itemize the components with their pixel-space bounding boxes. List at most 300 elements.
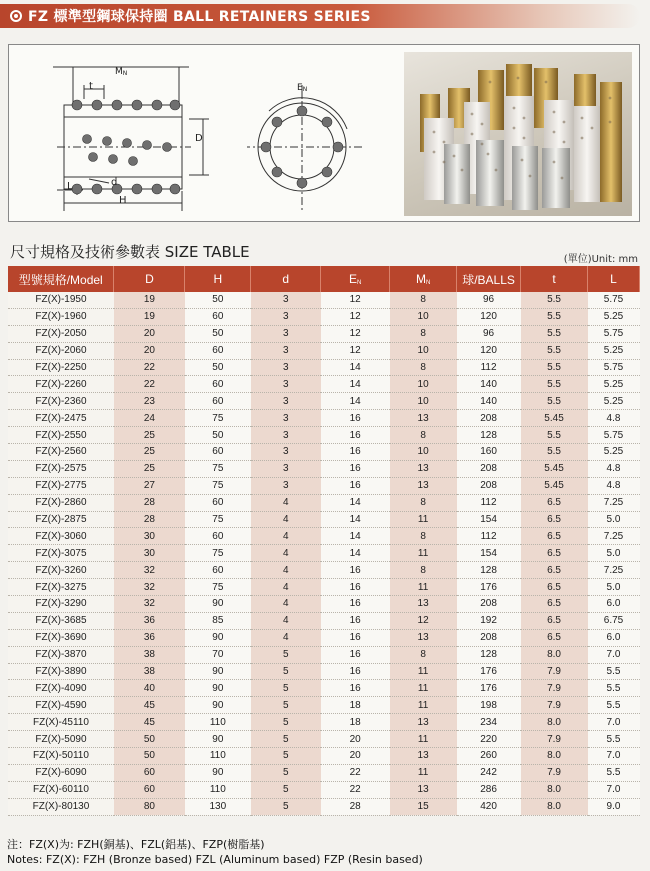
cell-model: FZ(X)-2560 — [8, 444, 114, 461]
table-row — [8, 292, 640, 308]
cell-e: 14 — [321, 511, 390, 528]
table-row — [8, 596, 640, 613]
cell-e: 16 — [321, 460, 390, 477]
cell-model: FZ(X)-4590 — [8, 697, 114, 714]
cell-d-ball: 5 — [251, 798, 321, 815]
table-row — [8, 798, 640, 815]
cell-model: FZ(X)-6090 — [8, 764, 114, 781]
cell-d-outer: 36 — [114, 612, 185, 629]
cell-model: FZ(X)-2360 — [8, 393, 114, 410]
cell-l: 7.0 — [588, 646, 640, 663]
cell-d-outer: 60 — [114, 781, 185, 798]
cell-d-ball: 4 — [251, 545, 321, 562]
cell-t: 5.45 — [521, 477, 588, 494]
cell-d-outer: 20 — [114, 342, 185, 359]
cell-model: FZ(X)-1960 — [8, 308, 114, 325]
cell-m: 10 — [390, 308, 457, 325]
cell-t: 5.5 — [521, 342, 588, 359]
cell-t: 6.5 — [521, 562, 588, 579]
cell-d-ball: 5 — [251, 697, 321, 714]
cell-balls: 208 — [457, 629, 521, 646]
cell-d-outer: 50 — [114, 748, 185, 765]
cell-h: 60 — [185, 376, 251, 393]
cell-h: 90 — [185, 731, 251, 748]
cell-d-ball: 5 — [251, 731, 321, 748]
cell-l: 9.0 — [588, 798, 640, 815]
cell-e: 18 — [321, 714, 390, 731]
cell-e: 22 — [321, 781, 390, 798]
table-row — [8, 545, 640, 562]
table-row — [8, 460, 640, 477]
cell-d-ball: 5 — [251, 764, 321, 781]
cell-model: FZ(X)-3075 — [8, 545, 114, 562]
cell-h: 75 — [185, 511, 251, 528]
cell-t: 8.0 — [521, 714, 588, 731]
cell-m: 10 — [390, 376, 457, 393]
cell-h: 60 — [185, 562, 251, 579]
cell-e: 12 — [321, 308, 390, 325]
cell-model: FZ(X)-1950 — [8, 292, 114, 308]
cell-d-outer: 19 — [114, 292, 185, 308]
label-h: H — [119, 195, 127, 206]
cell-h: 75 — [185, 579, 251, 596]
cell-d-outer: 38 — [114, 663, 185, 680]
cell-d-ball: 3 — [251, 393, 321, 410]
cell-model: FZ(X)-80130 — [8, 798, 114, 815]
ball-retainer-photo-illustration — [404, 52, 632, 216]
notes-line-english: Notes: FZ(X): FZH (Bronze based) FZL (Aluminum based) FZP (Resin based) — [7, 853, 423, 866]
cell-d-outer: 25 — [114, 427, 185, 444]
cell-l: 7.0 — [588, 714, 640, 731]
cell-model: FZ(X)-50110 — [8, 748, 114, 765]
cell-t: 8.0 — [521, 748, 588, 765]
cell-m: 10 — [390, 393, 457, 410]
cell-h: 50 — [185, 359, 251, 376]
cell-m: 8 — [390, 359, 457, 376]
cell-d-ball: 3 — [251, 444, 321, 461]
cell-t: 5.5 — [521, 427, 588, 444]
cell-l: 5.25 — [588, 393, 640, 410]
cell-t: 5.5 — [521, 308, 588, 325]
cell-m: 11 — [390, 731, 457, 748]
cell-l: 5.25 — [588, 308, 640, 325]
table-row — [8, 697, 640, 714]
cell-l: 5.0 — [588, 511, 640, 528]
cell-m: 13 — [390, 477, 457, 494]
cell-h: 75 — [185, 460, 251, 477]
cell-h: 60 — [185, 444, 251, 461]
cell-h: 90 — [185, 680, 251, 697]
cell-e: 16 — [321, 427, 390, 444]
table-row — [8, 376, 640, 393]
size-table-title: 尺寸規格及技術參數表 SIZE TABLE — [10, 243, 250, 261]
table-row — [8, 748, 640, 765]
cell-h: 90 — [185, 697, 251, 714]
cell-l: 4.8 — [588, 410, 640, 427]
cell-t: 5.5 — [521, 359, 588, 376]
cell-e: 14 — [321, 545, 390, 562]
cell-balls: 176 — [457, 663, 521, 680]
cell-d-ball: 4 — [251, 511, 321, 528]
cell-h: 85 — [185, 612, 251, 629]
cell-l: 5.75 — [588, 292, 640, 308]
header-l: L — [588, 266, 640, 292]
cell-t: 6.5 — [521, 511, 588, 528]
cell-model: FZ(X)-3290 — [8, 596, 114, 613]
cell-t: 8.0 — [521, 646, 588, 663]
cell-t: 8.0 — [521, 781, 588, 798]
cell-l: 7.25 — [588, 494, 640, 511]
cell-h: 70 — [185, 646, 251, 663]
cell-m: 11 — [390, 579, 457, 596]
cell-t: 5.5 — [521, 292, 588, 308]
cell-t: 7.9 — [521, 697, 588, 714]
cell-m: 11 — [390, 663, 457, 680]
table-row — [8, 562, 640, 579]
cell-d-outer: 27 — [114, 477, 185, 494]
cell-balls: 208 — [457, 596, 521, 613]
cell-e: 22 — [321, 764, 390, 781]
cell-balls: 208 — [457, 477, 521, 494]
header-e: EN — [321, 266, 390, 292]
cell-l: 5.25 — [588, 444, 640, 461]
cell-d-outer: 25 — [114, 444, 185, 461]
cell-d-ball: 4 — [251, 596, 321, 613]
cell-h: 50 — [185, 325, 251, 342]
cell-d-outer: 22 — [114, 359, 185, 376]
cell-t: 5.5 — [521, 393, 588, 410]
cell-d-ball: 4 — [251, 494, 321, 511]
cell-l: 5.25 — [588, 342, 640, 359]
cell-h: 110 — [185, 781, 251, 798]
cell-d-outer: 80 — [114, 798, 185, 815]
cell-h: 75 — [185, 410, 251, 427]
cell-balls: 128 — [457, 646, 521, 663]
cell-e: 16 — [321, 444, 390, 461]
cell-balls: 208 — [457, 460, 521, 477]
cell-e: 16 — [321, 680, 390, 697]
cell-balls: 154 — [457, 511, 521, 528]
cell-e: 14 — [321, 494, 390, 511]
cell-t: 5.45 — [521, 460, 588, 477]
cell-t: 6.5 — [521, 612, 588, 629]
cell-l: 5.75 — [588, 359, 640, 376]
cell-d-ball: 3 — [251, 342, 321, 359]
cell-balls: 120 — [457, 308, 521, 325]
cell-balls: 140 — [457, 376, 521, 393]
cell-l: 5.5 — [588, 680, 640, 697]
cell-m: 13 — [390, 748, 457, 765]
cell-balls: 234 — [457, 714, 521, 731]
cell-model: FZ(X)-60110 — [8, 781, 114, 798]
cell-e: 16 — [321, 629, 390, 646]
cell-d-outer: 38 — [114, 646, 185, 663]
cell-balls: 242 — [457, 764, 521, 781]
cell-l: 5.5 — [588, 663, 640, 680]
cell-model: FZ(X)-3890 — [8, 663, 114, 680]
cell-l: 5.25 — [588, 376, 640, 393]
table-row — [8, 325, 640, 342]
label-e: EN — [297, 83, 308, 93]
cell-t: 6.5 — [521, 596, 588, 613]
cell-m: 8 — [390, 646, 457, 663]
cell-h: 50 — [185, 292, 251, 308]
cell-d-ball: 3 — [251, 410, 321, 427]
header-h: H — [185, 266, 251, 292]
cell-e: 12 — [321, 342, 390, 359]
cell-model: FZ(X)-2060 — [8, 342, 114, 359]
cell-balls: 112 — [457, 494, 521, 511]
cell-l: 7.0 — [588, 748, 640, 765]
table-row — [8, 444, 640, 461]
cell-d-ball: 3 — [251, 427, 321, 444]
cell-l: 5.5 — [588, 731, 640, 748]
label-m: MN — [115, 67, 128, 77]
table-row — [8, 629, 640, 646]
cell-t: 6.5 — [521, 494, 588, 511]
cell-e: 16 — [321, 596, 390, 613]
cell-l: 6.0 — [588, 629, 640, 646]
cell-l: 5.5 — [588, 697, 640, 714]
label-d-upper: D — [195, 133, 203, 144]
cell-m: 10 — [390, 342, 457, 359]
cell-d-ball: 5 — [251, 646, 321, 663]
cell-d-ball: 5 — [251, 748, 321, 765]
cell-balls: 208 — [457, 410, 521, 427]
cell-d-ball: 5 — [251, 680, 321, 697]
cell-m: 11 — [390, 545, 457, 562]
cell-balls: 120 — [457, 342, 521, 359]
cell-l: 7.25 — [588, 562, 640, 579]
cell-h: 90 — [185, 596, 251, 613]
cell-h: 130 — [185, 798, 251, 815]
header-d-ball: d — [251, 266, 321, 292]
cell-d-outer: 19 — [114, 308, 185, 325]
cell-t: 7.9 — [521, 731, 588, 748]
cell-model: FZ(X)-3685 — [8, 612, 114, 629]
cell-d-ball: 5 — [251, 781, 321, 798]
cell-t: 8.0 — [521, 798, 588, 815]
cell-balls: 154 — [457, 545, 521, 562]
cell-t: 5.5 — [521, 325, 588, 342]
cell-t: 5.5 — [521, 444, 588, 461]
cell-balls: 160 — [457, 444, 521, 461]
cell-m: 11 — [390, 764, 457, 781]
cell-m: 13 — [390, 714, 457, 731]
table-row — [8, 393, 640, 410]
cell-t: 7.9 — [521, 764, 588, 781]
unit-label: (單位)Unit: mm — [563, 254, 638, 265]
cell-l: 4.8 — [588, 477, 640, 494]
cell-m: 8 — [390, 427, 457, 444]
cell-balls: 96 — [457, 292, 521, 308]
cell-e: 20 — [321, 731, 390, 748]
page-title: FZ 標準型鋼球保持圈 BALL RETAINERS SERIES — [28, 9, 371, 25]
cell-balls: 198 — [457, 697, 521, 714]
header-m: MN — [390, 266, 457, 292]
label-t: t — [89, 81, 93, 92]
cell-model: FZ(X)-2250 — [8, 359, 114, 376]
cell-d-outer: 60 — [114, 764, 185, 781]
cell-m: 8 — [390, 325, 457, 342]
table-row — [8, 410, 640, 427]
cell-balls: 286 — [457, 781, 521, 798]
cell-e: 14 — [321, 359, 390, 376]
cell-model: FZ(X)-5090 — [8, 731, 114, 748]
cell-d-ball: 3 — [251, 477, 321, 494]
cell-m: 11 — [390, 680, 457, 697]
cell-d-ball: 3 — [251, 292, 321, 308]
cell-h: 75 — [185, 545, 251, 562]
table-row — [8, 427, 640, 444]
cell-d-ball: 4 — [251, 528, 321, 545]
header-d-outer: D — [114, 266, 185, 292]
table-row — [8, 764, 640, 781]
cell-e: 14 — [321, 393, 390, 410]
table-row — [8, 477, 640, 494]
cell-model: FZ(X)-2050 — [8, 325, 114, 342]
cell-model: FZ(X)-3060 — [8, 528, 114, 545]
cell-d-outer: 25 — [114, 460, 185, 477]
cell-e: 28 — [321, 798, 390, 815]
cell-t: 6.5 — [521, 545, 588, 562]
table-row — [8, 494, 640, 511]
cell-model: FZ(X)-45110 — [8, 714, 114, 731]
table-row — [8, 781, 640, 798]
table-row — [8, 579, 640, 596]
table-row — [8, 612, 640, 629]
cell-m: 11 — [390, 511, 457, 528]
cell-model: FZ(X)-2575 — [8, 460, 114, 477]
cell-m: 13 — [390, 781, 457, 798]
table-row — [8, 511, 640, 528]
cell-model: FZ(X)-2260 — [8, 376, 114, 393]
table-row — [8, 714, 640, 731]
cell-e: 16 — [321, 612, 390, 629]
cell-e: 14 — [321, 528, 390, 545]
cell-d-outer: 45 — [114, 697, 185, 714]
cell-t: 5.5 — [521, 376, 588, 393]
cell-t: 6.5 — [521, 579, 588, 596]
cell-balls: 220 — [457, 731, 521, 748]
table-row — [8, 731, 640, 748]
cell-model: FZ(X)-3260 — [8, 562, 114, 579]
cell-balls: 420 — [457, 798, 521, 815]
bullet-ring-icon — [10, 10, 22, 22]
cell-d-outer: 23 — [114, 393, 185, 410]
cell-l: 5.75 — [588, 325, 640, 342]
cell-d-ball: 3 — [251, 376, 321, 393]
cell-e: 16 — [321, 646, 390, 663]
cell-balls: 128 — [457, 562, 521, 579]
cell-e: 16 — [321, 579, 390, 596]
cell-balls: 140 — [457, 393, 521, 410]
cell-e: 20 — [321, 748, 390, 765]
cell-h: 50 — [185, 427, 251, 444]
cell-d-ball: 4 — [251, 629, 321, 646]
cell-h: 90 — [185, 663, 251, 680]
cell-d-outer: 32 — [114, 596, 185, 613]
cell-e: 12 — [321, 292, 390, 308]
cell-m: 8 — [390, 292, 457, 308]
size-table — [8, 266, 640, 816]
cell-l: 6.75 — [588, 612, 640, 629]
cell-e: 16 — [321, 562, 390, 579]
cell-l: 7.0 — [588, 781, 640, 798]
cell-d-outer: 28 — [114, 511, 185, 528]
cell-e: 16 — [321, 663, 390, 680]
cell-d-outer: 36 — [114, 629, 185, 646]
cell-model: FZ(X)-4090 — [8, 680, 114, 697]
cell-model: FZ(X)-3690 — [8, 629, 114, 646]
table-row — [8, 663, 640, 680]
cell-d-ball: 4 — [251, 612, 321, 629]
cell-h: 60 — [185, 494, 251, 511]
cell-d-ball: 5 — [251, 663, 321, 680]
table-row — [8, 308, 640, 325]
label-l: L — [67, 181, 73, 192]
cell-l: 5.0 — [588, 545, 640, 562]
cell-m: 11 — [390, 697, 457, 714]
cell-d-outer: 40 — [114, 680, 185, 697]
cell-balls: 96 — [457, 325, 521, 342]
cell-m: 10 — [390, 444, 457, 461]
cell-balls: 112 — [457, 359, 521, 376]
header-t: t — [521, 266, 588, 292]
table-row — [8, 342, 640, 359]
cell-t: 7.9 — [521, 680, 588, 697]
product-photo — [404, 52, 632, 216]
cell-d-ball: 4 — [251, 579, 321, 596]
cell-h: 75 — [185, 477, 251, 494]
cell-e: 16 — [321, 410, 390, 427]
cell-d-ball: 3 — [251, 308, 321, 325]
cell-h: 110 — [185, 748, 251, 765]
cell-t: 7.9 — [521, 663, 588, 680]
table-row — [8, 646, 640, 663]
cell-m: 12 — [390, 612, 457, 629]
header-model: 型號規格/Model — [8, 266, 114, 292]
cell-m: 8 — [390, 494, 457, 511]
cell-d-outer: 22 — [114, 376, 185, 393]
notes — [7, 837, 423, 867]
cell-d-ball: 4 — [251, 562, 321, 579]
cell-d-ball: 3 — [251, 359, 321, 376]
cell-model: FZ(X)-2550 — [8, 427, 114, 444]
cell-m: 8 — [390, 528, 457, 545]
cell-balls: 128 — [457, 427, 521, 444]
cell-balls: 192 — [457, 612, 521, 629]
cell-d-outer: 50 — [114, 731, 185, 748]
cell-model: FZ(X)-2475 — [8, 410, 114, 427]
cell-m: 15 — [390, 798, 457, 815]
table-row — [8, 680, 640, 697]
cell-l: 7.25 — [588, 528, 640, 545]
cell-h: 110 — [185, 714, 251, 731]
cell-d-ball: 5 — [251, 714, 321, 731]
cell-d-ball: 3 — [251, 325, 321, 342]
cell-model: FZ(X)-2775 — [8, 477, 114, 494]
cell-e: 16 — [321, 477, 390, 494]
page-header — [0, 4, 640, 28]
cell-balls: 176 — [457, 680, 521, 697]
table-header-row — [8, 266, 640, 292]
cell-h: 60 — [185, 528, 251, 545]
cell-d-ball: 3 — [251, 460, 321, 477]
cell-h: 60 — [185, 308, 251, 325]
cell-e: 14 — [321, 376, 390, 393]
cell-d-outer: 30 — [114, 545, 185, 562]
